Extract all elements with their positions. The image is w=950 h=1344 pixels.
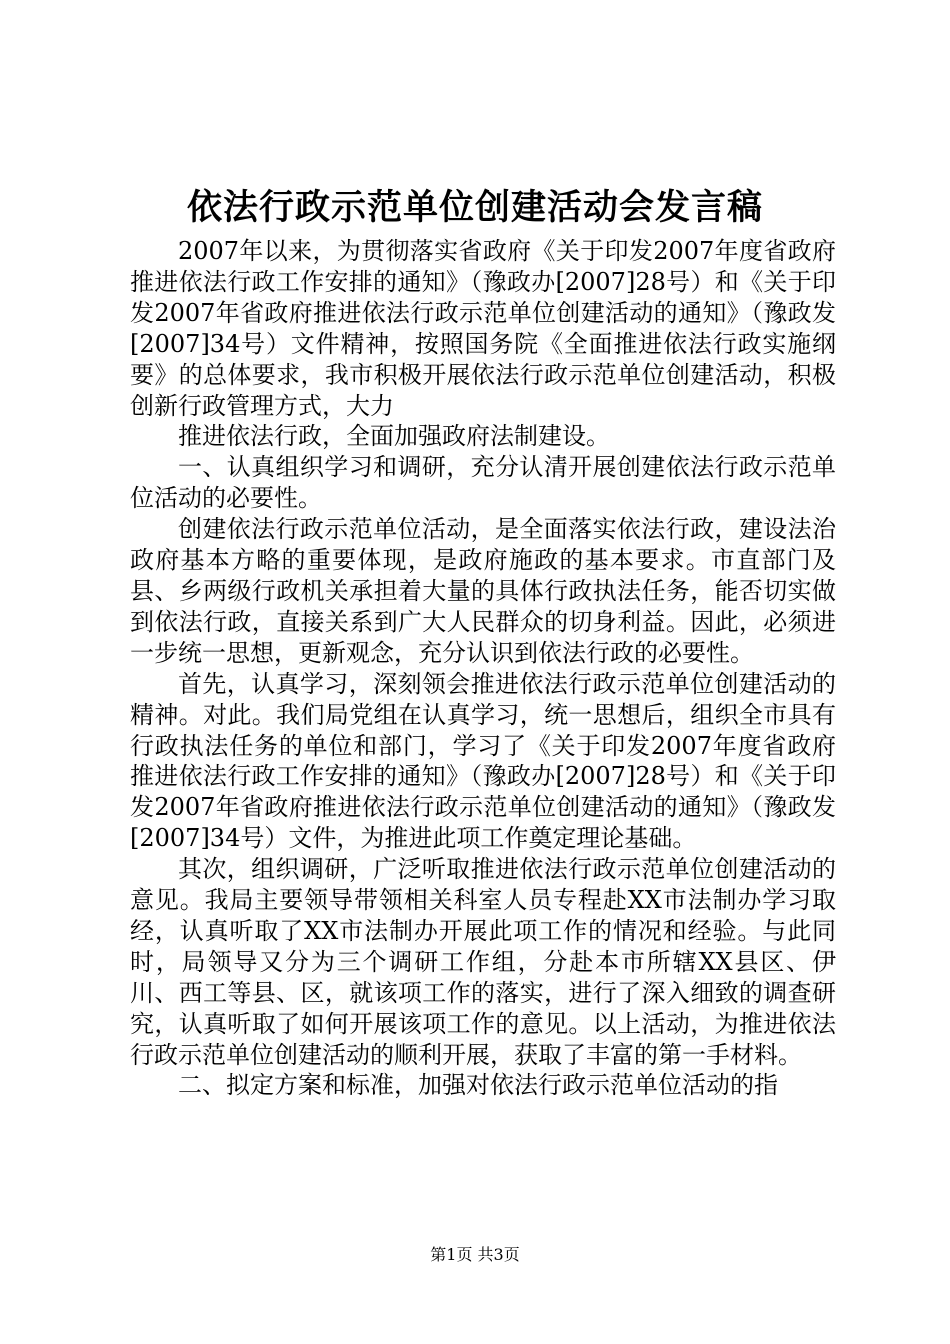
- paragraph-first-study: 首先，认真学习，深刻领会推进依法行政示范单位创建活动的精神。对此。我们局党组在认真学习，统一思想后，组织全市具有行政执法任务的单位和部门，学习了《关于印发2007年度省政府推进依法行政工作安排的通知》（豫政办[2007]28号）和《关于印发2007年省政府推进依法行政示范单位创建活动的通知》（豫政发[2007]34号）文件，为推进此项工作奠定理论基础。: [130, 669, 836, 853]
- paragraph-intro: 2007年以来，为贯彻落实省政府《关于印发2007年度省政府推进依法行政工作安排的通知》（豫政办[2007]28号）和《关于印发2007年省政府推进依法行政示范单位创建活动的通知》（豫政发[2007]34号）文件精神，按照国务院《全面推进依法行政实施纲要》的总体要求，我市积极开展依法行政示范单位创建活动，积极创新行政管理方式，大力: [130, 237, 836, 420]
- section-heading-one: 一、认真组织学习和调研，充分认清开展创建依法行政示范单位活动的必要性。: [130, 453, 836, 513]
- paragraph-second-research: 其次，组织调研，广泛听取推进依法行政示范单位创建活动的意见。我局主要领导带领相关科室人员专程赴XX市法制办学习取经，认真听取了XX市法制办开展此项工作的情况和经验。与此同时，局领导又分为三个调研工作组，分赴本市所辖XX县区、伊川、西工等县、区，就该项工作的落实，进行了深入细致的调查研究，认真听取了如何开展该项工作的意见。以上活动，为推进依法行政示范单位创建活动的顺利开展，获取了丰富的第一手材料。: [130, 855, 836, 1069]
- document-body: [130, 236, 836, 1101]
- paragraph-importance: 创建依法行政示范单位活动，是全面落实依法行政，建设法治政府基本方略的重要体现，是政府施政的基本要求。市直部门及县、乡两级行政机关承担着大量的具体行政执法任务，能否切实做到依法行政，直接关系到广大人民群众的切身利益。因此，必须进一步统一思想，更新观念，充分认识到依法行政的必要性。: [130, 515, 836, 667]
- section-heading-two: 二、拟定方案和标准，加强对依法行政示范单位活动的指: [178, 1071, 778, 1100]
- page-footer: 第1页 共3页: [430, 1245, 520, 1264]
- document-title: 依法行政示范单位创建活动会发言稿: [186, 187, 763, 228]
- paragraph-intro-continued: 推进依法行政，全面加强政府法制建设。: [178, 422, 610, 451]
